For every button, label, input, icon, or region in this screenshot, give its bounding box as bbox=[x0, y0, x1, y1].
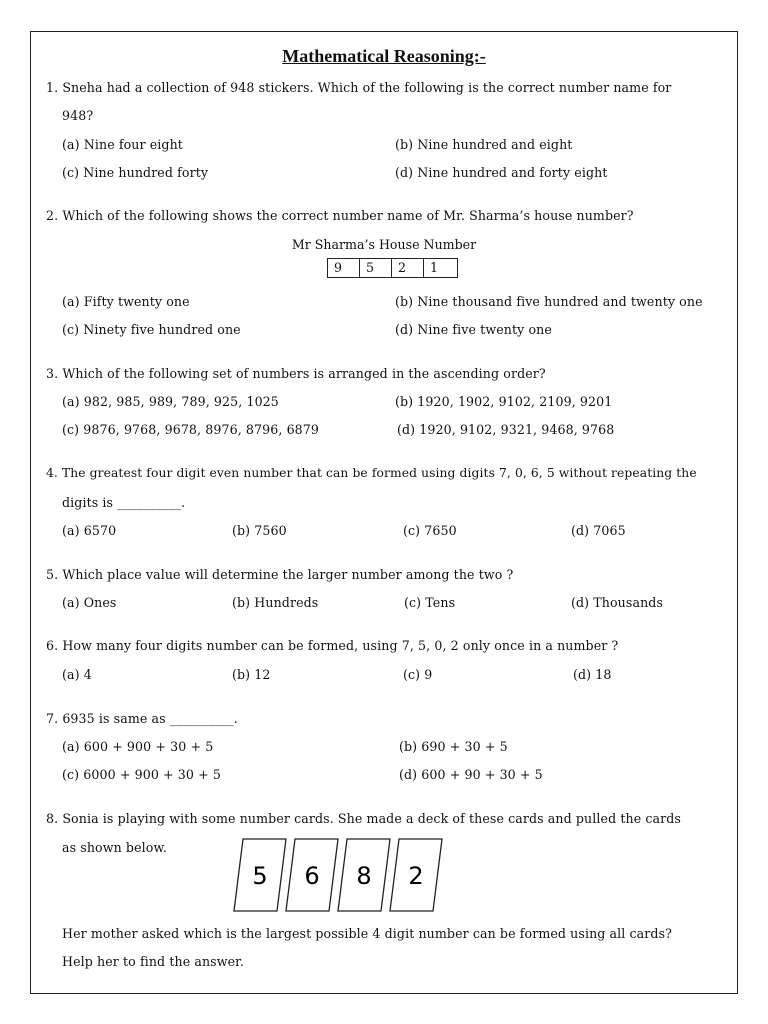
q1-option-c: (c) Nine hundred forty bbox=[62, 165, 209, 180]
q4-option-d: (d) 7065 bbox=[571, 523, 626, 538]
q8-text: 8. Sonia is playing with some number cards. She made a deck of these cards and pulled the cards bbox=[46, 811, 681, 826]
house-digit-box: 2 bbox=[391, 258, 424, 278]
card-digit: 6 bbox=[304, 862, 320, 890]
number-card bbox=[338, 839, 390, 911]
q5-option-c: (c) Tens bbox=[404, 595, 456, 610]
house-digit-box: 5 bbox=[359, 258, 392, 278]
q7-option-d: (d) 600 + 90 + 30 + 5 bbox=[399, 767, 543, 782]
number-card bbox=[234, 839, 286, 911]
q2-option-b: (b) Nine thousand five hundred and twenty one bbox=[395, 294, 703, 309]
number-card bbox=[390, 839, 442, 911]
q3-option-b: (b) 1920, 1902, 9102, 2109, 9201 bbox=[395, 394, 613, 409]
house-digit-box: 1 bbox=[423, 258, 458, 278]
q4-option-a: (a) 6570 bbox=[62, 523, 117, 538]
q3-text: 3. Which of the following set of numbers is arranged in the ascending order? bbox=[46, 366, 546, 381]
q1-option-a: (a) Nine four eight bbox=[62, 137, 183, 152]
page-title: Mathematical Reasoning:- bbox=[282, 46, 486, 66]
q4-option-c: (c) 7650 bbox=[403, 523, 457, 538]
q7-option-b: (b) 690 + 30 + 5 bbox=[399, 739, 508, 754]
house-digit-box: 9 bbox=[327, 258, 360, 278]
q2-option-d: (d) Nine five twenty one bbox=[395, 322, 552, 337]
card-digit: 8 bbox=[356, 862, 372, 890]
house-number-caption: Mr Sharma’s House Number bbox=[291, 237, 477, 252]
q4-option-b: (b) 7560 bbox=[232, 523, 287, 538]
q6-option-c: (c) 9 bbox=[403, 667, 433, 682]
q4-text-cont: digits is __________. bbox=[62, 495, 186, 510]
q8-text-cont: as shown below. bbox=[62, 840, 167, 855]
q6-option-d: (d) 18 bbox=[573, 667, 612, 682]
q3-option-a: (a) 982, 985, 989, 789, 925, 1025 bbox=[62, 394, 279, 409]
q6-option-a: (a) 4 bbox=[62, 667, 92, 682]
q7-option-c: (c) 6000 + 900 + 30 + 5 bbox=[62, 767, 221, 782]
q3-option-d: (d) 1920, 9102, 9321, 9468, 9768 bbox=[397, 422, 615, 437]
q3-option-c: (c) 9876, 9768, 9678, 8976, 8796, 6879 bbox=[62, 422, 320, 437]
q2-text: 2. Which of the following shows the correct number name of Mr. Sharma’s house number? bbox=[46, 208, 634, 223]
q1-text: 1. Sneha had a collection of 948 stickers. Which of the following is the correct number name for bbox=[46, 80, 672, 95]
q7-text: 7. 6935 is same as __________. bbox=[46, 711, 238, 726]
q1-text-cont: 948? bbox=[62, 108, 94, 123]
q6-text: 6. How many four digits number can be formed, using 7, 5, 0, 2 only once in a number ? bbox=[46, 638, 619, 653]
q8-text-final: Help her to find the answer. bbox=[62, 954, 245, 969]
card-digit: 5 bbox=[252, 862, 268, 890]
q5-option-a: (a) Ones bbox=[62, 595, 117, 610]
number-cards bbox=[230, 838, 450, 912]
q4-text: 4. The greatest four digit even number that can be formed using digits 7, 0, 6, 5 without repeating the bbox=[46, 466, 697, 480]
card-digit: 2 bbox=[408, 862, 424, 890]
q5-text: 5. Which place value will determine the larger number among the two ? bbox=[46, 567, 514, 582]
q7-option-a: (a) 600 + 900 + 30 + 5 bbox=[62, 739, 214, 754]
q1-option-b: (b) Nine hundred and eight bbox=[395, 137, 573, 152]
number-card bbox=[286, 839, 338, 911]
q5-option-d: (d) Thousands bbox=[571, 595, 664, 610]
q6-option-b: (b) 12 bbox=[232, 667, 271, 682]
q2-option-c: (c) Ninety five hundred one bbox=[62, 322, 241, 337]
q5-option-b: (b) Hundreds bbox=[232, 595, 319, 610]
q2-option-a: (a) Fifty twenty one bbox=[62, 294, 190, 309]
q8-text-question: Her mother asked which is the largest possible 4 digit number can be formed using all cards? bbox=[62, 926, 672, 941]
q1-option-d: (d) Nine hundred and forty eight bbox=[395, 165, 608, 180]
